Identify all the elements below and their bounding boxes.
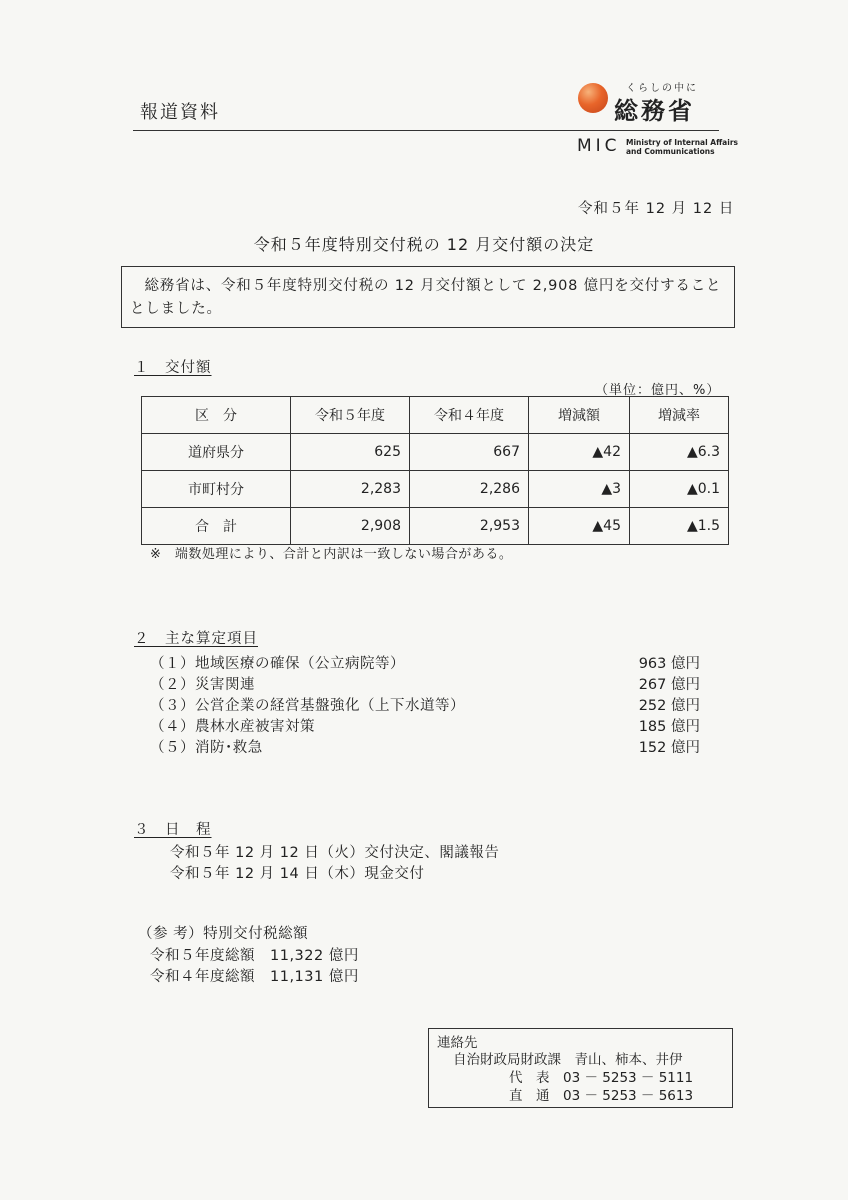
calc-item-value: 152 億円	[638, 740, 700, 756]
contact-phone-direct: 直 通 03 － 5253 － 5613	[509, 1088, 694, 1104]
cell-diff: ▲42	[529, 434, 630, 471]
document-type-label: 報道資料	[140, 102, 220, 123]
cell-r5: 625	[291, 434, 410, 471]
calc-item-value: 185 億円	[638, 719, 700, 735]
header-category: 区 分	[142, 397, 291, 434]
reference-heading: （参 考）特別交付税総額	[138, 926, 309, 942]
logo-english-line-2: and Communications	[626, 147, 715, 156]
header-r4: 令和４年度	[410, 397, 529, 434]
schedule-line: 令和５年 12 月 12 日（火）交付決定、閣議報告	[170, 845, 500, 861]
cell-rate: ▲0.1	[630, 471, 729, 508]
schedule-line: 令和５年 12 月 14 日（木）現金交付	[170, 866, 425, 882]
table-row	[142, 434, 729, 471]
summary-text: 総務省は、令和５年度特別交付税の 12 月交付額として 2,908 億円を交付することとしました。	[130, 278, 722, 317]
table-header-row	[142, 397, 729, 434]
logo-tagline: くらしの中に	[626, 83, 698, 94]
section-3-heading: ３ 日 程	[134, 822, 212, 838]
reference-line: 令和４年度総額 11,131 億円	[150, 969, 359, 985]
header-rate: 増減率	[630, 397, 729, 434]
row-label: 合 計	[142, 508, 291, 545]
ministry-logo-icon	[578, 83, 608, 113]
cell-r5: 2,283	[291, 471, 410, 508]
logo-english-name	[626, 138, 738, 156]
contact-box	[428, 1028, 733, 1108]
calc-item-label: （５）消防･救急	[150, 740, 263, 756]
cell-r5: 2,908	[291, 508, 410, 545]
contact-heading: 連絡先	[437, 1035, 478, 1051]
calc-item-label: （３）公営企業の経営基盤強化（上下水道等）	[150, 698, 465, 714]
calc-item-label: （４）農林水産被害対策	[150, 719, 315, 735]
logo-english-line-1: Ministry of Internal Affairs	[626, 138, 738, 147]
row-label: 道府県分	[142, 434, 291, 471]
table-unit-label: （単位：億円、%）	[595, 383, 721, 398]
calc-item-label: （２）災害関連	[150, 677, 255, 693]
table-row	[142, 508, 729, 545]
cell-r4: 2,286	[410, 471, 529, 508]
release-date: 令和５年 12 月 12 日	[578, 201, 735, 217]
cell-rate: ▲1.5	[630, 508, 729, 545]
calc-item-value: 963 億円	[638, 656, 700, 672]
table-row	[142, 471, 729, 508]
logo-ministry-name: 総務省	[614, 97, 695, 125]
allocation-table	[141, 396, 729, 545]
calc-item-value: 267 億円	[638, 677, 700, 693]
row-label: 市町村分	[142, 471, 291, 508]
cell-r4: 2,953	[410, 508, 529, 545]
document-title: 令和５年度特別交付税の 12 月交付額の決定	[253, 235, 595, 254]
summary-box	[121, 266, 735, 328]
reference-line: 令和５年度総額 11,322 億円	[150, 948, 359, 964]
calc-item-label: （１）地域医療の確保（公立病院等）	[150, 656, 405, 672]
section-1-heading: １ 交付額	[134, 360, 212, 376]
logo-abbreviation: MIC	[577, 136, 621, 156]
cell-rate: ▲6.3	[630, 434, 729, 471]
header-r5: 令和５年度	[291, 397, 410, 434]
table-footnote: ※ 端数処理により、合計と内訳は一致しない場合がある。	[150, 547, 513, 562]
contact-department: 自治財政局財政課 青山、柿本、井伊	[453, 1052, 683, 1068]
calc-item-value: 252 億円	[638, 698, 700, 714]
header-diff: 増減額	[529, 397, 630, 434]
cell-diff: ▲45	[529, 508, 630, 545]
cell-diff: ▲3	[529, 471, 630, 508]
section-2-heading: ２ 主な算定項目	[134, 631, 258, 647]
cell-r4: 667	[410, 434, 529, 471]
contact-phone-main: 代 表 03 － 5253 － 5111	[509, 1070, 694, 1086]
header-divider	[133, 130, 719, 131]
